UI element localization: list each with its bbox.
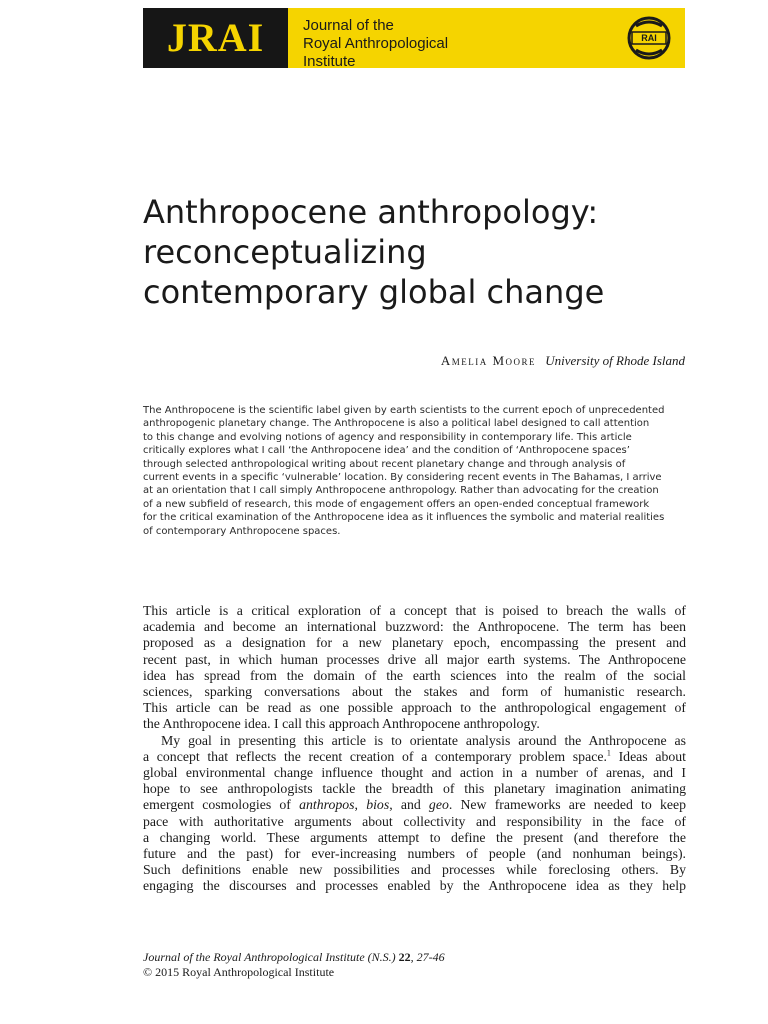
citation-journal: Journal of the Royal Anthropological Institute (N.S.) [143, 950, 399, 964]
body-line: global environmental change influence thought and action in a number of arenas, and I [143, 765, 686, 781]
body-line: My goal in presenting this article is to orientate analysis around the Anthropocene as [161, 732, 686, 748]
abstract-line: The Anthropocene is the scientific label given by earth scientists to the current epoch of unprecedented [143, 405, 665, 416]
rai-emblem-text: RAI [641, 33, 657, 43]
page-footer [143, 950, 688, 980]
abstract-line: for the critical examination of the Anthropocene idea as it influences the symbolic and material realities [143, 512, 665, 524]
body-line: sciences, sparking conversations about the stakes and form of humanistic research. [143, 684, 686, 700]
body-text-segment: . New frameworks are needed to keep [448, 797, 686, 813]
italic-term: bios [366, 797, 390, 813]
byline [441, 353, 685, 369]
body-line: engaging the discourses and processes enabled by the Anthropocene idea as they help [143, 878, 686, 894]
body-line: recent past, in which human processes drive all major earth systems. The Anthropocene [143, 651, 686, 667]
body-line: hope to see anthropologists tackle the breadth of this planetary imagination animating [143, 781, 686, 797]
body-line: the Anthropocene idea. I call this approach Anthropocene anthropology. [143, 716, 540, 732]
body-text-segment: Ideas about [610, 748, 686, 764]
body-text-segment: , and [389, 797, 429, 813]
journal-name-line: Journal of the [303, 17, 394, 34]
body-line: idea has spread from the domain of the earth sciences into the realm of the social [143, 667, 686, 683]
title-line: contemporary global change [143, 273, 605, 311]
body-line: This article can be read as one possible approach to the anthropological engagement of [143, 700, 686, 716]
citation-volume: 22 [398, 950, 411, 964]
body-line: proposed as a designation for a new planetary epoch, encompassing the present and [143, 635, 686, 651]
journal-name-line: Institute [303, 53, 356, 70]
body-text-segment: a concept that reflects the recent creation of a contemporary problem space. [143, 748, 607, 764]
journal-name [303, 17, 563, 71]
abstract-line: through selected anthropological writing about recent planetary change and through analysis of [143, 458, 626, 470]
abstract-line: of contemporary Anthropocene spaces. [143, 525, 341, 537]
jrai-logo: JRAI [143, 8, 288, 68]
body-line [143, 797, 686, 813]
abstract-line: of a new subfield of research, this mode of engagement offers an open-ended conceptual framework [143, 498, 650, 510]
abstract-line: at an orientation that I call simply Anthropocene anthropology. Rather than advocating for the creation [143, 485, 659, 497]
abstract-line: anthropogenic planetary change. The Anthropocene is also a political label designed to call attention [143, 418, 650, 430]
title-line: reconceptualizing [143, 233, 427, 271]
abstract [143, 404, 688, 538]
body-text-segment: , [354, 797, 367, 813]
body-line [143, 749, 686, 765]
body-line: pace with authoritative arguments about collectivity and responsibility in the face of [143, 813, 686, 829]
footnote-reference[interactable]: 1 [606, 748, 611, 758]
body-line: Such definitions enable new possibilities and processes while foreclosing others. By [143, 862, 686, 878]
abstract-line: to this change and evolving notions of agency and responsibility in contemporary life. This article [143, 431, 632, 443]
abstract-line: critically explores what I call ‘the Anthropocene idea’ and the condition of ‘Anthropocene spaces’ [143, 445, 630, 457]
article-title [143, 192, 703, 312]
citation-pages: , 27-46 [410, 950, 445, 964]
title-line: Anthropocene anthropology: [143, 193, 599, 231]
journal-name-line: Royal Anthropological [303, 35, 449, 52]
italic-term: anthropos [299, 797, 355, 813]
article-body [143, 603, 686, 895]
body-text-segment: emergent cosmologies of [143, 797, 300, 813]
copyright-notice: © 2015 Royal Anthropological Institute [143, 965, 335, 979]
author-name: Amelia Moore [440, 353, 537, 368]
author-affiliation: University of Rhode Island [545, 353, 685, 368]
body-line: future and the past) for ever-increasing numbers of people (and nonhuman beings). [143, 846, 686, 862]
abstract-line: current events in a specific ‘vulnerable’ location. By considering recent events in The Bahamas, I arrive [143, 472, 662, 484]
journal-banner [143, 8, 685, 68]
body-line: This article is a critical exploration of a concept that is poised to breach the walls of [143, 603, 686, 618]
body-line: academia and become an international buzzword: the Anthropocene. The term has been [143, 619, 686, 635]
rai-emblem-icon [627, 16, 671, 60]
body-line: a changing world. These arguments attempt to define the present (and therefore the [143, 829, 686, 845]
journal-citation [143, 950, 688, 965]
italic-term: geo [428, 797, 449, 813]
